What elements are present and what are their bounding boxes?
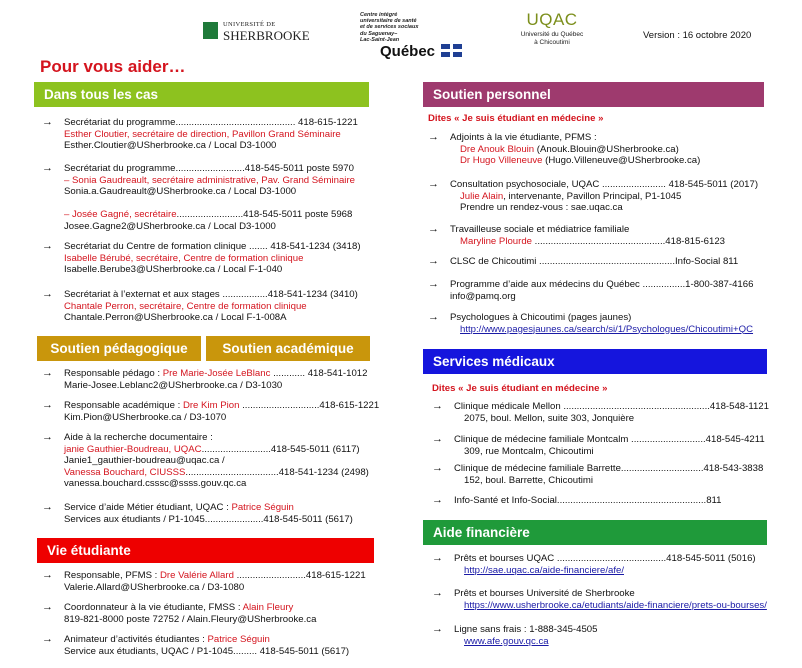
entry-line — [42, 444, 369, 456]
ciusss-logo-line: Centre intégré — [360, 12, 398, 18]
url-link[interactable]: http://sae.uqac.ca/aide-financiere/afe/ — [464, 564, 624, 576]
entry-text: janie Gauthier-Boudreau, UQAC — [64, 443, 202, 455]
quebec-flag-icon — [441, 44, 462, 57]
entry-text: Coordonnateur à la vie étudiante, FMSS : — [64, 602, 243, 613]
uqac-logo: UQAC Université du Québec à Chicoutimi — [520, 10, 584, 47]
arrow-icon: → — [42, 240, 53, 252]
arrow-icon: → — [428, 311, 439, 323]
entry-line — [42, 634, 349, 646]
header-vie-etudiante: Vie étudiante — [37, 538, 374, 563]
entry-line — [428, 279, 753, 291]
arrow-icon: → — [42, 367, 53, 379]
entry-line — [42, 140, 358, 152]
entry-line — [42, 312, 358, 324]
arrow-icon: → — [432, 462, 443, 474]
arrow-icon: → — [428, 278, 439, 290]
arrow-icon: → — [42, 162, 53, 174]
list-item — [432, 463, 763, 486]
entry-text: Isabelle.Berube3@USherbrooke.ca / Local F-1-040 — [64, 264, 283, 275]
header-services-medicaux: Services médicaux — [423, 349, 767, 374]
list-item — [428, 279, 753, 302]
entry-text: Clinique de médecine familiale Montcalm ............................418-545-4211 — [454, 434, 765, 445]
entry-line — [42, 432, 369, 444]
entry-suffix: ..........................418-615-1221 — [233, 570, 366, 581]
list-item — [42, 368, 367, 391]
arrow-icon: → — [432, 587, 443, 599]
entry-line — [42, 412, 379, 424]
entry-line — [428, 312, 753, 324]
entry-text: Service d’aide Métier étudiant, UQAC : — [64, 502, 232, 513]
list-item — [42, 570, 366, 593]
contact-name: Patrice Séguin — [207, 634, 270, 645]
entry-line — [42, 289, 358, 301]
list-item — [42, 400, 379, 423]
entry-line — [42, 582, 366, 594]
arrow-icon: → — [428, 178, 439, 190]
entry-line — [42, 264, 361, 276]
entry-text: Psychologues à Chicoutimi (pages jaunes) — [450, 312, 632, 323]
entry-text: Vanessa Bouchard, CIUSSS — [64, 466, 186, 478]
entry-text: Esther.Cloutier@USherbrooke.ca / Local D3-1000 — [64, 140, 277, 151]
entry-suffix: .........................418-545-5011 poste 5968 — [176, 209, 353, 220]
entry-line — [428, 132, 700, 144]
entry-text: Ligne sans frais : 1-888-345-4505 — [454, 624, 598, 635]
entry-text: Consultation psychosociale, UQAC ........................ 418-545-5011 (2017) — [450, 179, 759, 190]
entry-line — [42, 301, 358, 313]
arrow-icon: → — [42, 569, 53, 581]
list-item — [42, 163, 355, 198]
list-item — [42, 634, 349, 657]
arrow-icon: → — [42, 633, 53, 645]
entry-line — [428, 236, 725, 248]
entry-text: Adjoints à la vie étudiante, PFMS : — [450, 132, 597, 143]
entry-line — [42, 129, 358, 141]
list-item — [432, 495, 722, 507]
arrow-icon: → — [432, 433, 443, 445]
entry-line — [42, 221, 352, 233]
quebec-wordmark: Québec — [380, 43, 462, 61]
entry-text: Services aux étudiants / P1-1045......................418-545-5011 (5617) — [64, 513, 353, 525]
arrow-icon: → — [432, 552, 443, 564]
entry-line — [42, 502, 353, 514]
entry-line — [42, 455, 369, 467]
entry-text: Info-Santé et Info-Social........................................................811 — [454, 495, 722, 506]
entry-text: Secrétariat du Centre de formation clinique ....... 418-541-1234 (3418) — [64, 241, 361, 252]
header-dans-tous-les-cas: Dans tous les cas — [34, 82, 369, 107]
entry-line — [432, 553, 756, 565]
entry-text: Secrétariat du programme..........................418-545-5011 poste 5970 — [64, 163, 354, 174]
arrow-icon: → — [432, 400, 443, 412]
entry-line — [432, 624, 597, 636]
entry-text: vanessa.bouchard.csssc@ssss.gouv.qc.ca — [64, 478, 247, 489]
entry-line — [42, 602, 316, 614]
entry-line — [432, 401, 769, 413]
list-item — [42, 289, 358, 324]
list-item — [432, 624, 597, 647]
list-item — [432, 553, 756, 576]
entry-line — [428, 144, 700, 156]
arrow-icon: → — [428, 223, 439, 235]
entry-text: Responsable pédago : — [64, 368, 163, 379]
link-line[interactable] — [432, 636, 597, 648]
entry-text: Prêts et bourses UQAC .........................................418-545-5011 (5016) — [454, 553, 756, 564]
entry-line — [432, 434, 765, 446]
sherbrooke-emblem-icon — [203, 22, 218, 39]
list-item — [428, 132, 700, 167]
list-item — [428, 179, 758, 214]
entry-line — [42, 614, 316, 626]
entry-text: Sonia.a.Gaudreault@USherbrooke.ca / Local D3-1000 — [64, 186, 297, 197]
entry-text: Josee.Gagne2@USherbrooke.ca / Local D3-1000 — [64, 220, 276, 232]
arrow-icon: → — [42, 288, 53, 300]
entry-text: Valerie.Allard@USherbrooke.ca / D3-1080 — [64, 581, 245, 593]
entry-text: 152, boul. Barrette, Chicoutimi — [464, 474, 594, 486]
arrow-icon: → — [428, 131, 439, 143]
entry-text: Prêts et bourses Université de Sherbrooke — [454, 588, 635, 599]
arrow-icon: → — [432, 494, 443, 506]
entry-text: Responsable, PFMS : — [64, 570, 160, 581]
entry-text: Clinique de médecine familiale Barrette...............................418-543-3838 — [454, 463, 764, 474]
entry-line — [432, 463, 763, 475]
entry-line — [432, 495, 722, 507]
url-link[interactable]: http://www.pagesjaunes.ca/search/si/1/Psychologues/Chicoutimi+QC — [460, 323, 754, 335]
entry-suffix: .................................................418-815-6123 — [532, 235, 726, 247]
entry-suffix: , intervenante, Pavillon Principal, P1-1045 — [503, 190, 682, 202]
link-line[interactable] — [432, 600, 767, 612]
entry-text: 2075, boul. Mellon, suite 303, Jonquière — [464, 412, 635, 424]
dites-note-medical: Dites « Je suis étudiant en médecine » — [432, 383, 608, 394]
contact-name: Patrice Séguin — [231, 502, 294, 513]
link-line[interactable] — [432, 565, 756, 577]
entry-text: Chantale Perron, secrétaire, Centre de formation clinique — [64, 300, 307, 312]
entry-text: Kim.Pion@USherbrooke.ca / D3-1070 — [64, 411, 227, 423]
entry-line — [42, 514, 353, 526]
entry-text: Programme d’aide aux médecins du Québec ................1-800-387-4166 — [450, 279, 754, 290]
header-soutien-pedagogique: Soutien pédagogique — [37, 336, 201, 361]
arrow-icon: → — [42, 431, 53, 443]
entry-line — [42, 175, 355, 187]
entry-text: Prendre un rendez-vous : sae.uqac.ca — [460, 202, 623, 213]
arrow-icon: → — [42, 501, 53, 513]
entry-text: Marie-Josee.Leblanc2@USherbrooke.ca / D3-1030 — [64, 379, 283, 391]
entry-line — [42, 163, 355, 175]
list-item — [42, 117, 358, 152]
entry-text: Travailleuse sociale et médiatrice familiale — [450, 224, 630, 235]
entry-suffix: ..........................418-545-5011 (6117) — [201, 443, 360, 455]
link-line[interactable] — [428, 324, 753, 336]
entry-text: Isabelle Bérubé, secrétaire, Centre de formation clinique — [64, 252, 304, 264]
arrow-icon: → — [428, 255, 439, 267]
list-item — [432, 588, 767, 611]
list-item — [42, 502, 353, 525]
entry-line — [428, 155, 700, 167]
entry-text: Secrétariat à l’externat et aux stages .................418-541-1234 (3410) — [64, 289, 358, 300]
sherbrooke-name: SHERBROOKE — [223, 28, 310, 43]
entry-line — [428, 179, 758, 191]
arrow-icon: → — [42, 116, 53, 128]
header-aide-financiere: Aide financière — [423, 520, 767, 545]
entry-suffix: ...................................418-541-1234 (2498) — [185, 466, 369, 478]
entry-line — [42, 467, 369, 479]
entry-line — [42, 570, 366, 582]
list-item — [432, 434, 765, 457]
entry-text: Julie Alain — [460, 190, 504, 202]
entry-suffix: (Anouk.Blouin@USherbrooke.ca) — [534, 143, 679, 155]
entry-text: 309, rue Montcalm, Chicoutimi — [464, 445, 594, 457]
list-item — [42, 241, 361, 276]
entry-line — [42, 400, 379, 412]
entry-line — [428, 191, 758, 203]
contact-name: Alain Fleury — [242, 602, 294, 613]
list-item — [42, 432, 369, 490]
dites-note-personnel: Dites « Je suis étudiant en médecine » — [428, 113, 604, 124]
entry-line — [428, 291, 753, 303]
entry-line — [432, 446, 765, 458]
list-item — [428, 256, 738, 268]
entry-text: info@pamq.org — [450, 290, 516, 302]
ciusss-logo-line: du Saguenay– — [360, 30, 398, 37]
entry-text: 819-821-8000 poste 72752 / Alain.Fleury@USherbrooke.ca — [64, 613, 317, 625]
page-title: Pour vous aider… — [40, 57, 186, 76]
entry-suffix: ............ 418-541-1012 — [270, 368, 368, 379]
entry-line — [432, 413, 769, 425]
sherbrooke-top-text: UNIVERSITÉ DE — [223, 21, 276, 28]
url-link[interactable]: www.afe.gouv.qc.ca — [464, 635, 549, 647]
entry-text: – Josée Gagné, secrétaire — [64, 209, 177, 220]
entry-line — [428, 256, 738, 268]
header-soutien-academique: Soutien académique — [206, 336, 370, 361]
arrow-icon: → — [42, 601, 53, 613]
contact-name: Dre Valérie Allard — [159, 570, 234, 581]
entry-line — [42, 478, 369, 490]
entry-line — [42, 368, 367, 380]
entry-suffix: (Hugo.Villeneuve@USherbrooke.ca) — [542, 155, 701, 166]
entry-line — [432, 475, 763, 487]
entry-text: Chantale.Perron@USherbrooke.ca / Local F-1-008A — [64, 312, 287, 323]
list-item — [428, 312, 753, 335]
entry-text: CLSC de Chicoutimi ...................................................Info-Social 811 — [450, 256, 739, 267]
contact-name: Dre Kim Pion — [182, 400, 240, 411]
entry-text: Animateur d’activités étudiantes : — [64, 634, 208, 645]
contact-name: Pre Marie-Josée LeBlanc — [162, 368, 271, 379]
entry-text: Secrétariat du programme............................................. 418-615-1221 — [64, 117, 358, 128]
entry-line — [432, 588, 767, 600]
entry-text: Dre Anouk Blouin — [460, 143, 535, 155]
entry-line — [42, 209, 352, 221]
entry-text: – Sonia Gaudreault, secrétaire administrative, Pav. Grand Séminaire — [64, 174, 355, 186]
entry-text: Janie1_gauthier-boudreau@uqac.ca / — [64, 455, 225, 466]
entry-text: Esther Cloutier, secrétaire de direction, Pavillon Grand Séminaire — [64, 128, 341, 140]
entry-text: Service aux étudiants, UQAC / P1-1045......... 418-545-5011 (5617) — [64, 645, 350, 657]
entry-line — [42, 646, 349, 658]
list-item — [42, 209, 352, 232]
entry-text: Responsable académique : — [64, 400, 183, 411]
entry-text: Aide à la recherche documentaire : — [64, 432, 213, 443]
version-text: Version : 16 octobre 2020 — [643, 30, 752, 41]
entry-line — [42, 186, 355, 198]
entry-line — [42, 380, 367, 392]
list-item — [432, 401, 769, 424]
arrow-icon: → — [42, 399, 53, 411]
entry-suffix: .............................418-615-1221 — [239, 400, 380, 411]
list-item — [42, 602, 316, 625]
ciusss-logo — [360, 12, 470, 60]
entry-text: Dr Hugo Villeneuve — [460, 155, 543, 166]
entry-line — [428, 224, 725, 236]
entry-line — [42, 241, 361, 253]
list-item — [428, 224, 725, 247]
entry-line — [42, 117, 358, 129]
url-link[interactable]: https://www.usherbrooke.ca/etudiants/aide-financiere/prets-ou-bourses/ — [464, 599, 767, 611]
arrow-icon: → — [432, 623, 443, 635]
entry-text: Maryline Plourde — [460, 235, 532, 247]
entry-text: Clinique médicale Mellon .......................................................418-548-1121 — [454, 401, 769, 412]
entry-line — [428, 202, 758, 214]
header-soutien-personnel: Soutien personnel — [423, 82, 764, 107]
ciusss-logo-line: et de services sociaux — [360, 24, 419, 31]
ciusss-logo-line: universitaire de santé — [360, 18, 417, 25]
entry-line — [42, 253, 361, 265]
ciusss-logo-line: Lac-Saint-Jean — [360, 36, 400, 43]
